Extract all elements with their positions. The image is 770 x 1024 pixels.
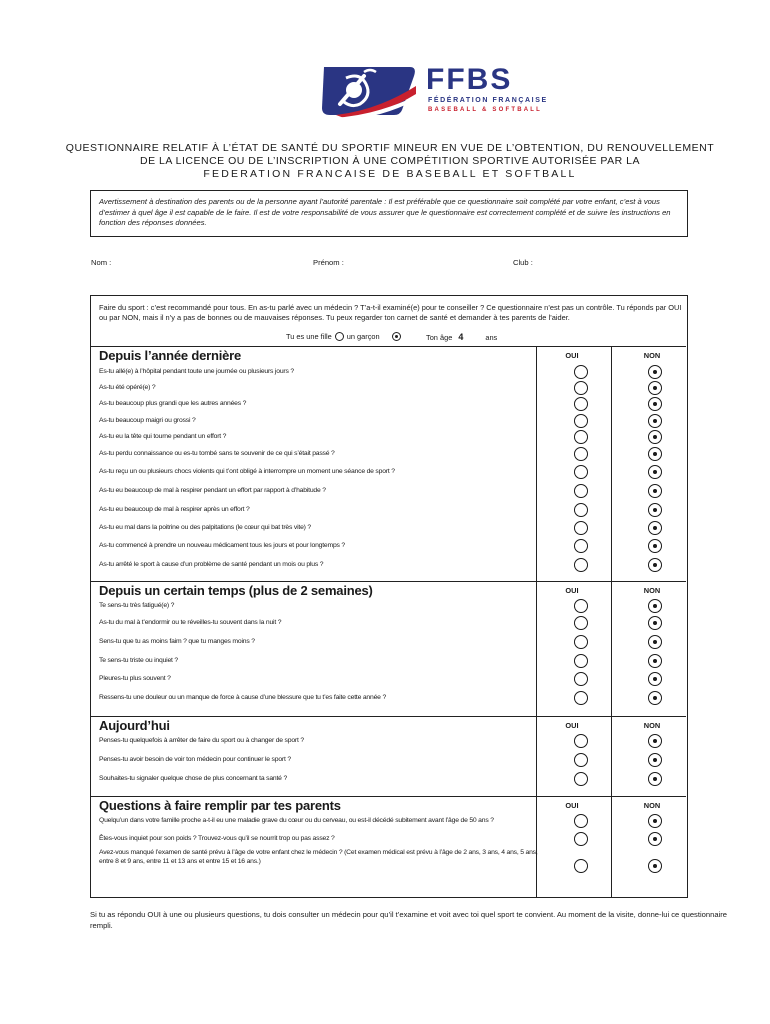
oui-column-header: OUI — [565, 801, 579, 810]
section-title: Questions à faire remplir par tes parents — [99, 798, 341, 813]
non-radio[interactable] — [648, 414, 662, 428]
question-text: Te sens-tu très fatigué(e) ? — [99, 602, 175, 609]
oui-radio[interactable] — [574, 859, 588, 873]
oui-radio[interactable] — [574, 397, 588, 411]
question-text: Penses-tu quelquefois à arrêter de faire du sport ou à changer de sport ? — [99, 737, 304, 744]
question-text: As-tu eu mal dans la poitrine ou des palpitations (le cœur qui bat très vite) ? — [99, 524, 312, 531]
non-radio[interactable] — [648, 381, 662, 395]
age-group — [426, 332, 497, 342]
oui-radio[interactable] — [574, 772, 588, 786]
non-radio[interactable] — [648, 484, 662, 498]
oui-radio[interactable] — [574, 465, 588, 479]
non-radio[interactable] — [648, 635, 662, 649]
section-title: Aujourd’hui — [99, 718, 170, 733]
age-unit: ans — [485, 332, 498, 342]
question-text: As-tu eu beaucoup de mal à respirer après un effort ? — [99, 506, 250, 513]
parental-warning-box: Avertissement à destination des parents ou de la personne ayant l’autorité parentale : Il est préférable que ce questionnaire soit complété par votre enfant, c’est à vous d’estimer à quel âge il est capable de le faire. Il est de votre responsabilité de vous assurer que le questionnaire est correctement complété et de suivre les instructions en fonction des réponses données. — [90, 190, 688, 237]
section-header — [91, 716, 686, 734]
oui-column-header: OUI — [565, 586, 579, 595]
non-radio[interactable] — [648, 814, 662, 828]
question-text: Penses-tu avoir besoin de voir ton médecin pour continuer le sport ? — [99, 756, 291, 763]
logo-acronym: FFBS — [426, 63, 513, 96]
question-text: As-tu eu beaucoup de mal à respirer pendant un effort par rapport à d’habitude ? — [99, 487, 326, 494]
oui-radio[interactable] — [574, 558, 588, 572]
non-radio[interactable] — [648, 654, 662, 668]
question-text: As-tu du mal à t’endormir ou te réveilles-tu souvent dans la nuit ? — [99, 619, 282, 626]
section-header — [91, 796, 686, 814]
non-radio[interactable] — [648, 397, 662, 411]
intro-text: Faire du sport : c’est recommandé pour tous. En as-tu parlé avec un médecin ? T’a-t-il examiné(e) pour te conseiller ? Ce questionnaire n’est pas un contrôle. Tu réponds par OUI ou par NON, mais il n’y a pas de bonnes ou de mauvaises réponses. Tu peux regarder ton carnet de santé et demander à tes parents de l’aider. — [99, 303, 682, 322]
club-field[interactable]: Club : — [513, 258, 533, 267]
non-radio[interactable] — [648, 503, 662, 517]
oui-radio[interactable] — [574, 672, 588, 686]
question-text: As-tu commencé à prendre un nouveau médicament tous les jours et pour longtemps ? — [99, 542, 346, 549]
prenom-field[interactable]: Prénom : — [313, 258, 344, 267]
title-line-1: QUESTIONNAIRE RELATIF À L’ÉTAT DE SANTÉ DU SPORTIF MINEUR EN VUE DE L’OBTENTION, DU RENOUVELLEMENT — [65, 142, 715, 154]
oui-radio[interactable] — [574, 414, 588, 428]
oui-radio[interactable] — [574, 832, 588, 846]
girl-label: Tu es une fille — [286, 332, 332, 341]
baseball-emblem-icon — [318, 64, 418, 118]
oui-radio[interactable] — [574, 654, 588, 668]
questionnaire-box — [90, 295, 688, 898]
boy-label: un garçon — [346, 332, 380, 341]
non-radio[interactable] — [648, 539, 662, 553]
question-text: Souhaites-tu signaler quelque chose de plus concernant ta santé ? — [99, 775, 288, 782]
ffbs-logo — [318, 63, 548, 120]
section-header — [91, 346, 686, 364]
question-text: As-tu beaucoup maigri ou grossi ? — [99, 417, 196, 424]
nom-field[interactable]: Nom : — [91, 258, 112, 267]
oui-radio[interactable] — [574, 616, 588, 630]
oui-radio[interactable] — [574, 365, 588, 379]
oui-radio[interactable] — [574, 430, 588, 444]
oui-radio[interactable] — [574, 599, 588, 613]
age-value[interactable]: 4 — [458, 332, 464, 342]
oui-radio[interactable] — [574, 503, 588, 517]
section-title: Depuis un certain temps (plus de 2 semaines) — [99, 583, 373, 598]
non-radio[interactable] — [648, 465, 662, 479]
non-radio[interactable] — [648, 616, 662, 630]
question-text: Pleures-tu plus souvent ? — [99, 675, 171, 682]
question-text: Ressens-tu une douleur ou un manque de force à cause d’une blessure que tu t’es faite cette année ? — [99, 694, 387, 701]
oui-radio[interactable] — [574, 691, 588, 705]
non-radio[interactable] — [648, 753, 662, 767]
oui-radio[interactable] — [574, 447, 588, 461]
question-text: As-tu été opéré(e) ? — [99, 384, 156, 391]
non-radio[interactable] — [648, 365, 662, 379]
non-radio[interactable] — [648, 859, 662, 873]
title-line-3: FEDERATION FRANCAISE DE BASEBALL ET SOFTBALL — [203, 168, 577, 180]
question-text: As-tu reçu un ou plusieurs chocs violents qui t’ont obligé à interrompre un moment une séance de sport ? — [99, 468, 395, 475]
non-column-header: NON — [643, 586, 661, 595]
question-text: Es-tu allé(e) à l’hôpital pendant toute une journée ou plusieurs jours ? — [99, 368, 294, 375]
oui-radio[interactable] — [574, 539, 588, 553]
non-radio[interactable] — [648, 691, 662, 705]
oui-column-header: OUI — [565, 351, 579, 360]
non-radio[interactable] — [648, 430, 662, 444]
question-text: As-tu beaucoup plus grandi que les autres années ? — [99, 400, 247, 407]
non-radio[interactable] — [648, 447, 662, 461]
gender-selector — [286, 332, 404, 341]
section-header — [91, 581, 686, 599]
question-text: As-tu arrêté le sport à cause d’un problème de santé pendant un mois ou plus ? — [99, 561, 324, 568]
oui-column-header: OUI — [565, 721, 579, 730]
oui-radio[interactable] — [574, 814, 588, 828]
column-divider-oui — [536, 346, 537, 897]
question-text: Quelqu’un dans votre famille proche a-t-il eu une maladie grave du cœur ou du cerveau, ou est-il décédé subitement avant l’âge de 50 ans ? — [99, 817, 494, 824]
non-radio[interactable] — [648, 672, 662, 686]
question-text: As-tu perdu connaissance ou es-tu tombé sans te souvenir de ce qui s’était passé ? — [99, 450, 335, 457]
question-text: Sens-tu que tu as moins faim ? que tu manges moins ? — [99, 638, 255, 645]
non-radio[interactable] — [648, 734, 662, 748]
title-line-2: DE LA LICENCE OU DE L’INSCRIPTION À UNE COMPÉTITION SPORTIVE AUTORISÉE PAR LA — [139, 155, 641, 167]
oui-radio[interactable] — [574, 753, 588, 767]
section-title: Depuis l’année dernière — [99, 348, 242, 363]
logo-sports-line: BASEBALL & SOFTBALL — [428, 107, 543, 113]
age-label: Ton âge — [426, 332, 453, 342]
non-radio[interactable] — [648, 772, 662, 786]
document-title — [60, 142, 720, 181]
oui-radio[interactable] — [574, 484, 588, 498]
non-radio[interactable] — [648, 521, 662, 535]
footer-note: Si tu as répondu OUI à une ou plusieurs questions, tu dois consulter un médecin pour qu’il t’examine et voit avec toi quel sport te convient. Au moment de la visite, donne-lui ce questionnaire rempli. — [90, 910, 727, 930]
oui-radio[interactable] — [574, 635, 588, 649]
question-text: Êtes-vous inquiet pour son poids ? Trouvez-vous qu’il se nourrit trop ou pas assez ? — [99, 835, 335, 842]
non-column-header: NON — [643, 721, 661, 730]
non-column-header: NON — [643, 351, 661, 360]
oui-radio[interactable] — [574, 381, 588, 395]
boy-radio[interactable] — [392, 332, 401, 341]
non-column-header: NON — [643, 801, 661, 810]
oui-radio[interactable] — [574, 734, 588, 748]
question-text: Te sens-tu triste ou inquiet ? — [99, 657, 179, 664]
non-radio[interactable] — [648, 558, 662, 572]
logo-federation-line: FÉDÉRATION FRANÇAISE — [428, 97, 548, 104]
non-radio[interactable] — [648, 832, 662, 846]
question-text: As-tu eu la tête qui tourne pendant un effort ? — [99, 433, 227, 440]
non-radio[interactable] — [648, 599, 662, 613]
question-text: Avez-vous manqué l’examen de santé prévu à l’âge de votre enfant chez le médecin ? (Cet examen médical est prévu à l’âge de 2 ans, 3 ans, 4 ans, 5 ans, entre 8 et 9 ans, entre 11 et 13 ans et entre 15 et 16 ans.) — [99, 849, 538, 865]
oui-radio[interactable] — [574, 521, 588, 535]
girl-radio[interactable] — [335, 332, 344, 341]
column-divider-non — [611, 346, 612, 897]
